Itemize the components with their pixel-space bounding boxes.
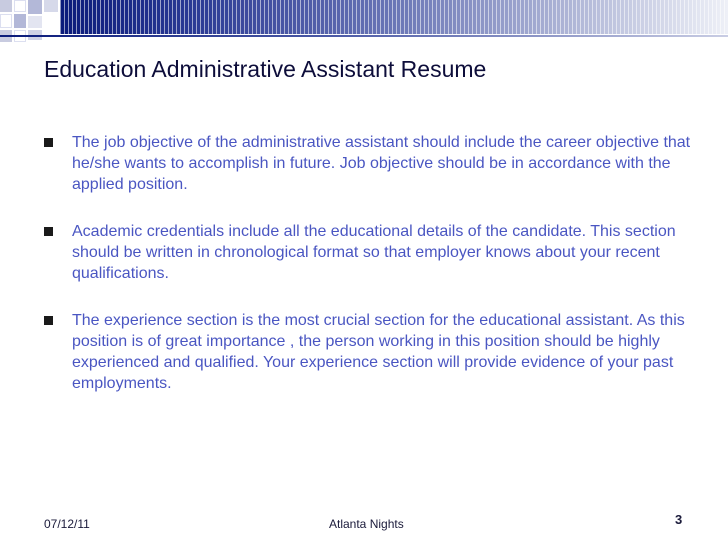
square-bullet-icon — [44, 138, 53, 147]
footer-center-text: Atlanta Nights — [329, 517, 404, 531]
bullet-item — [44, 221, 694, 284]
header-stripe-band — [60, 0, 728, 34]
page-number: 3 — [675, 512, 683, 527]
decorative-squares — [0, 0, 60, 44]
bullet-list — [44, 132, 694, 420]
bullet-item — [44, 132, 694, 195]
bullet-text: The experience section is the most crucial section for the educational assistant. As this position is of great importance , the person working in this position should be highly experienced and qualified. Your experience section will provide evidence of your past employments. — [72, 312, 685, 392]
header-divider-line — [0, 35, 728, 37]
bullet-text: Academic credentials include all the educational details of the candidate. This section should be written in chronological format so that employer knows about your recent qualifications. — [72, 223, 676, 282]
slide-title: Education Administrative Assistant Resume — [44, 56, 487, 82]
bullet-text: The job objective of the administrative assistant should include the career objective that he/she wants to accomplish in future. Job objective should be in accordance with the applied position. — [72, 134, 691, 193]
square-bullet-icon — [44, 227, 53, 236]
footer-date: 07/12/11 — [44, 517, 90, 531]
square-bullet-icon — [44, 316, 53, 325]
bullet-item — [44, 310, 694, 394]
